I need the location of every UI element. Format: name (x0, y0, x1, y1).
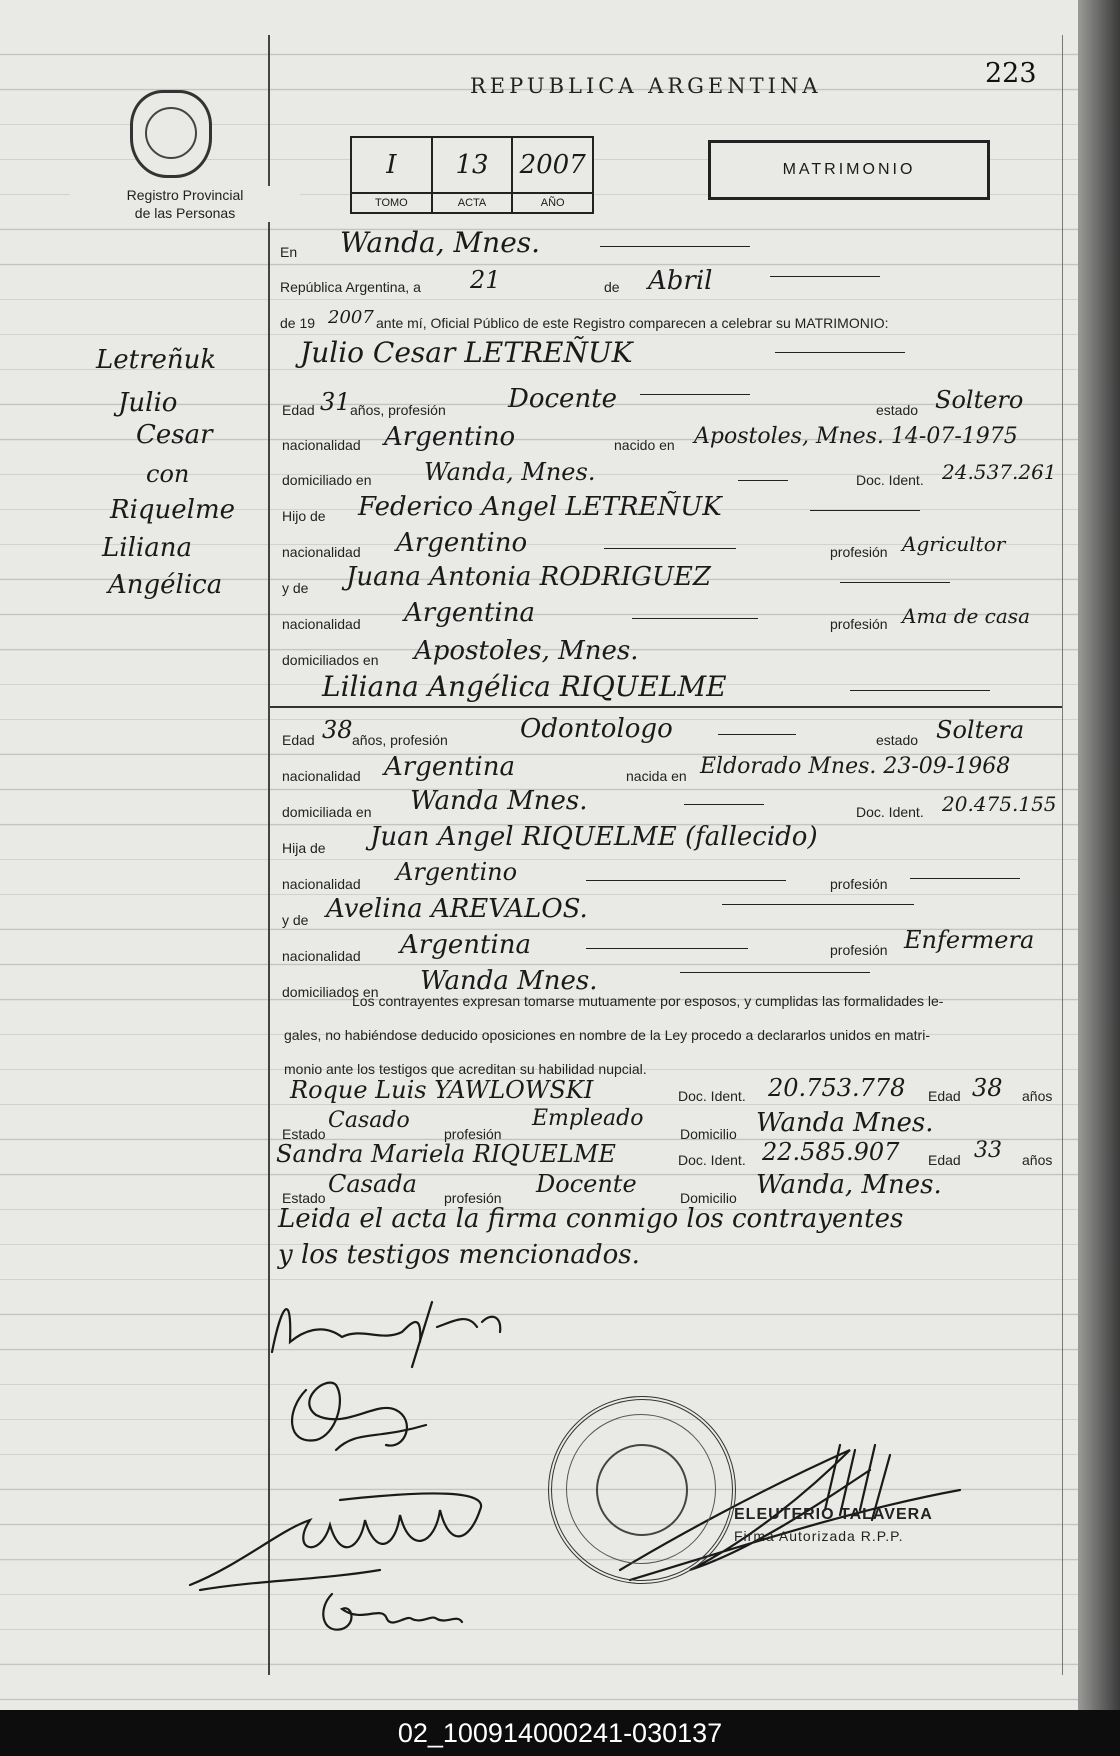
domiciliados-label: domiciliados en (282, 984, 379, 1000)
closing-line: Leida el acta la firma conmigo los contrayentes (278, 1204, 904, 1234)
domicilio-label: Domicilio (680, 1190, 737, 1206)
place-value: Wanda, Mnes. (340, 226, 541, 259)
domicilio-label: Domicilio (680, 1126, 737, 1142)
groom-nacionalidad: Argentino (384, 422, 516, 452)
nacionalidad-label: nacionalidad (282, 616, 361, 632)
fill-line (604, 548, 736, 549)
fill-line (586, 948, 748, 949)
official-name: ELEUTERIO TALAVERA (734, 1506, 933, 1523)
intro-text: ante mí, Oficial Público de este Registro comparecen a celebrar su MATRIMONIO: (376, 315, 889, 331)
domiciliada-label: domiciliada en (282, 804, 372, 820)
fill-line (684, 804, 764, 805)
bride-profesion: Odontologo (520, 714, 673, 744)
bride-father-nac: Argentino (396, 858, 518, 886)
witness1-estado: Casado (328, 1108, 410, 1133)
groom-father-prof: Agricultor (902, 532, 1006, 556)
edad-label: Edad (282, 732, 315, 748)
groom-doc: 24.537.261 (942, 460, 1057, 484)
page-number: 223 (985, 58, 1037, 89)
domiciliado-label: domiciliado en (282, 472, 372, 488)
groom-mother-nac: Argentina (404, 598, 535, 628)
bride-nacionalidad: Argentina (384, 752, 515, 782)
groom-father: Federico Angel LETREÑUK (358, 492, 722, 522)
page-title: REPUBLICA ARGENTINA (470, 74, 822, 98)
doc-label: Doc. Ident. (678, 1152, 746, 1168)
anos-label: años (1022, 1152, 1053, 1168)
profesion-label: profesión (830, 544, 888, 560)
year-value: 2007 (328, 307, 374, 328)
witness2-edad: 33 (974, 1138, 1002, 1163)
edad-label: Edad (928, 1152, 961, 1168)
tomo-label: TOMO (352, 192, 431, 212)
witness1-doc: 20.753.778 (768, 1074, 906, 1102)
official-title: Firma Autorizada R.P.P. (734, 1528, 904, 1544)
nacionalidad-label: nacionalidad (282, 948, 361, 964)
groom-domicilio: Wanda, Mnes. (424, 458, 596, 486)
en-label: En (280, 244, 298, 260)
anos-profesion-label: años, profesión (352, 732, 448, 748)
declaration-text: Los contrayentes expresan tomarse mutuamente por esposos, y cumplidas las formalidades le- gales, no habiéndose deducido oposiciones en nombre de la Ley procedo a declararlos unidos en matri- monio ante los testigos que acreditan su habilidad nupcial. (284, 993, 944, 1077)
groom-edad-label: Edad (282, 402, 315, 418)
nacido-label: nacido en (614, 437, 675, 453)
bride-nacida: Eldorado Mnes. 23-09-1968 (700, 754, 1011, 779)
witness1-domicilio: Wanda Mnes. (756, 1108, 934, 1138)
doc-label: Doc. Ident. (856, 472, 924, 488)
groom-nacido: Apostoles, Mnes. 14-07-1975 (694, 424, 1018, 449)
profesion-label: profesión (830, 616, 888, 632)
acta-value: 13 (455, 150, 489, 180)
domiciliados-label: domiciliados en (282, 652, 379, 668)
bride-doc: 20.475.155 (942, 792, 1057, 816)
anos-profesion-label: años, profesión (350, 402, 446, 418)
month-value: Abril (648, 266, 713, 296)
edad-label: Edad (928, 1088, 961, 1104)
groom-edad: 31 (320, 388, 351, 416)
nacionalidad-label: nacionalidad (282, 768, 361, 784)
yde-label: y de (282, 912, 309, 928)
groom-signature (262, 1282, 522, 1372)
right-margin-rule (1062, 35, 1063, 1675)
groom-estado: Soltero (935, 386, 1024, 414)
fill-line (718, 734, 796, 735)
section-divider (270, 706, 1062, 708)
margin-note: Cesar (136, 420, 213, 450)
de-label: de (604, 279, 620, 295)
groom-mother-prof: Ama de casa (902, 604, 1030, 628)
doc-label: Doc. Ident. (856, 804, 924, 820)
fill-line (600, 246, 750, 247)
republica-label: República Argentina, a (280, 279, 421, 295)
fill-line (640, 394, 750, 395)
profesion-label: profesión (444, 1126, 502, 1142)
tomo-value: I (386, 150, 397, 180)
bride-mother: Avelina AREVALOS. (326, 894, 588, 924)
witness2-name: Sandra Mariela RIQUELME (276, 1140, 616, 1168)
witness1-signature (180, 1470, 510, 1600)
groom-mother: Juana Antonia RODRIGUEZ (346, 562, 711, 592)
profesion-label: profesión (830, 942, 888, 958)
record-number-box (350, 136, 594, 214)
bride-mother-nac: Argentina (400, 930, 531, 960)
year-prefix: de 19 (280, 315, 316, 331)
bride-edad: 38 (322, 716, 353, 744)
fill-line (680, 972, 870, 973)
ano-value: 2007 (519, 150, 586, 180)
margin-note: Letreñuk (96, 345, 217, 375)
bride-signature (276, 1370, 456, 1460)
fill-line (775, 352, 905, 353)
groom-name: Julio Cesar LETREÑUK (300, 336, 633, 369)
witness2-signature (312, 1584, 472, 1644)
hijo-label: Hijo de (282, 508, 326, 524)
margin-note: con (146, 460, 190, 488)
margin-note: Riquelme (110, 495, 236, 525)
nacionalidad-label: nacionalidad (282, 544, 361, 560)
fill-line (738, 480, 788, 481)
doc-label: Doc. Ident. (678, 1088, 746, 1104)
bride-father: Juan Angel RIQUELME (fallecido) (370, 822, 818, 852)
witness2-estado: Casada (328, 1170, 417, 1198)
groom-profesion: Docente (508, 384, 618, 414)
witness2-profesion: Docente (536, 1170, 637, 1198)
closing-line: y los testigos mencionados. (278, 1240, 640, 1270)
yde-label: y de (282, 580, 309, 596)
margin-note: Julio (118, 388, 178, 418)
groom-parents-dom: Apostoles, Mnes. (414, 636, 639, 666)
estado-label: estado (876, 402, 919, 418)
witness1-profesion: Empleado (532, 1106, 644, 1131)
bride-parents-dom: Wanda Mnes. (420, 966, 598, 996)
witness2-doc: 22.585.907 (762, 1138, 900, 1166)
fill-line (632, 618, 758, 619)
bride-mother-prof: Enfermera (904, 926, 1035, 954)
nacionalidad-label: nacionalidad (282, 876, 361, 892)
registry-name: Registro Provincial de las Personas (70, 186, 300, 222)
record-type: MATRIMONIO (708, 140, 990, 200)
acta-label: ACTA (433, 192, 512, 212)
fill-line (850, 690, 990, 691)
profesion-label: profesión (830, 876, 888, 892)
scan-id: 02_100914000241-030137 (0, 1710, 1120, 1756)
margin-rule (268, 35, 270, 1675)
registry-stamp (548, 1396, 736, 1584)
margin-note: Liliana (102, 533, 192, 563)
witness1-name: Roque Luis YAWLOWSKI (290, 1076, 594, 1104)
registry-emblem-icon (130, 90, 212, 178)
fill-line (910, 878, 1020, 879)
hija-label: Hija de (282, 840, 326, 856)
page-edge (1078, 0, 1120, 1710)
fill-line (586, 880, 786, 881)
anos-label: años (1022, 1088, 1053, 1104)
fill-line (722, 904, 914, 905)
estado-label: Estado (282, 1126, 326, 1142)
nacionalidad-label: nacionalidad (282, 437, 361, 453)
nacida-label: nacida en (626, 768, 687, 784)
bride-estado: Soltera (936, 716, 1025, 744)
margin-note: Angélica (108, 570, 223, 600)
estado-label: Estado (282, 1190, 326, 1206)
witness2-domicilio: Wanda, Mnes. (756, 1170, 942, 1200)
fill-line (810, 510, 920, 511)
bride-domicilio: Wanda Mnes. (410, 786, 588, 816)
profesion-label: profesión (444, 1190, 502, 1206)
fill-line (840, 582, 950, 583)
groom-father-nac: Argentino (396, 528, 528, 558)
witness1-edad: 38 (972, 1074, 1003, 1102)
day-value: 21 (470, 266, 501, 294)
fill-line (770, 276, 880, 277)
bride-name: Liliana Angélica RIQUELME (322, 670, 727, 703)
ano-label: AÑO (513, 192, 592, 212)
estado-label: estado (876, 732, 919, 748)
